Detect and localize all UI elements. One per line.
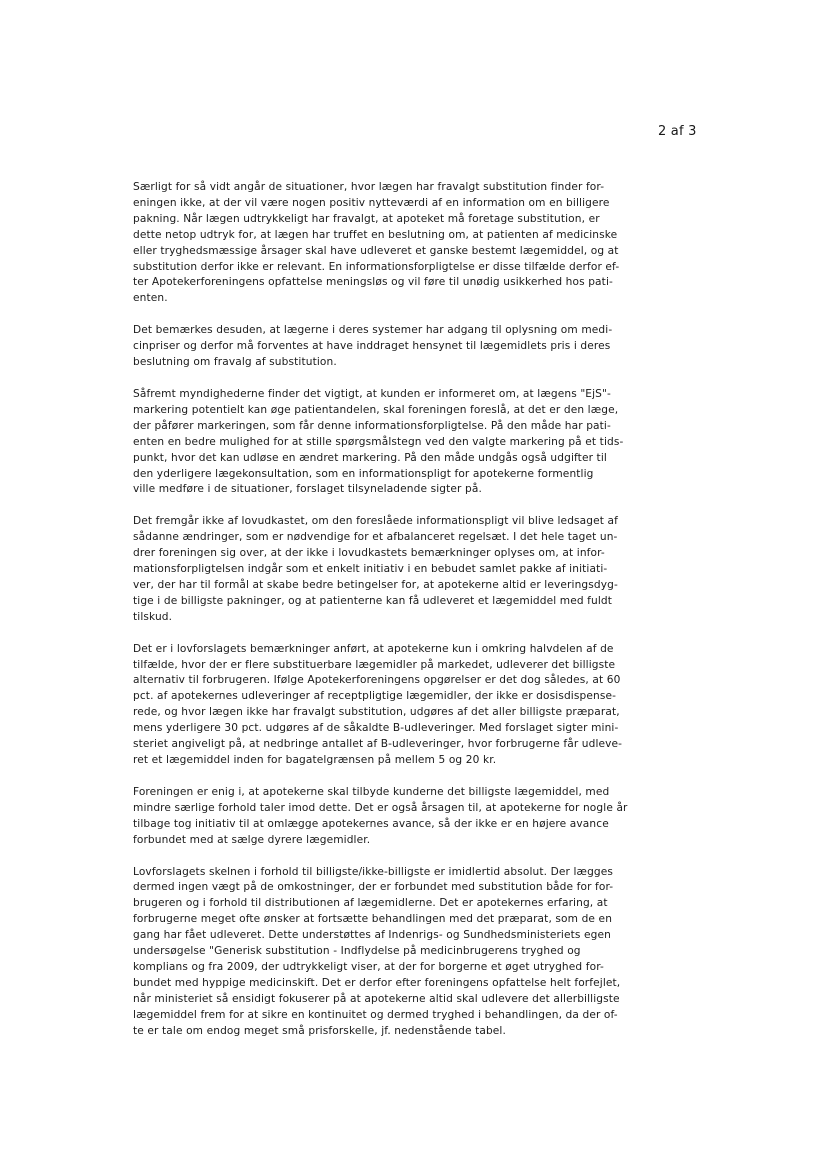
text-line: enten en bedre mulighed for at stille spørgsmålstegn ved den valgte markering på et tids- xyxy=(133,435,624,448)
text-line: Såfremt myndighederne finder det vigtigt, at kunden er informeret om, at lægens "EjS"- xyxy=(133,387,611,400)
text-line: ver, der har til formål at skabe bedre betingelser for, at apotekerne altid er leveringsdyg- xyxy=(133,578,618,591)
text-line: tilskud. xyxy=(133,610,173,623)
text-line: forbrugerne meget ofte ønsker at fortsætte behandlingen med det præparat, som de en xyxy=(133,913,613,926)
paragraph-lovforslagets-bemaerkninger xyxy=(133,642,703,769)
text-line: mindre særlige forhold taler imod dette. Det er også årsagen til, at apotekerne for nogle år xyxy=(133,801,628,814)
text-line: undersøgelse "Generisk substitution - Indflydelse på medicinbrugerens tryghed og xyxy=(133,945,581,958)
text-line: mens yderligere 30 pct. udgøres af de såkaldte B-udleveringer. Med forslaget sigter mini- xyxy=(133,722,619,735)
text-line: gang har fået udleveret. Dette understøttes af Indenrigs- og Sundhedsministeriets egen xyxy=(133,929,611,942)
text-line: når ministeriet så ensidigt fokuserer på at apotekerne altid skal udlevere det allerbilligste xyxy=(133,992,620,1005)
text-line: eningen ikke, at der vil være nogen positiv nytteværdi af en information om en billigere xyxy=(133,196,610,209)
text-line: ret et lægemiddel inden for bagatelgrænsen på mellem 5 og 20 kr. xyxy=(133,754,497,766)
text-line: Det er i lovforslagets bemærkninger anført, at apotekerne kun i omkring halvdelen af de xyxy=(133,642,614,655)
text-line: tige i de billigste pakninger, og at patienterne kan få udleveret et lægemiddel med fuldt xyxy=(133,594,613,607)
text-line: Det fremgår ikke af lovudkastet, om den foreslåede informationspligt vil blive ledsaget af xyxy=(133,515,618,528)
text-line: dermed ingen vægt på de omkostninger, der er forbundet med substitution både for for- xyxy=(133,881,614,894)
text-line: tilfælde, hvor der er flere substituerbare lægemidler på markedet, udleverer det billigste xyxy=(133,658,616,671)
text-line: drer foreningen sig over, at der ikke i lovudkastets bemærkninger oplyses om, at infor- xyxy=(133,547,605,560)
text-line: ter Apotekerforeningens opfattelse meningsløs og vil føre til unødig usikkerhed hos pati- xyxy=(133,276,613,289)
text-line: steriet angiveligt på, at nedbringe antallet af B-udleveringer, hvor forbrugerne får udleve- xyxy=(133,738,623,751)
text-line: rede, og hvor lægen ikke har fravalgt substitution, udgøres af det aller billigste præparat, xyxy=(133,706,620,719)
text-line: den yderligere lægekonsultation, som en informationspligt for apotekerne formentlig xyxy=(133,467,594,480)
text-line: brugeren og i forhold til distributionen af lægemidlerne. Det er apotekernes erfaring, at xyxy=(133,897,608,910)
document-body xyxy=(133,180,703,1040)
text-line: Foreningen er enig i, at apotekerne skal tilbyde kunderne det billigste lægemiddel, med xyxy=(133,785,610,798)
paragraph-billigste-laegemiddel xyxy=(133,785,703,849)
text-line: pakning. Når lægen udtrykkeligt har fravalgt, at apoteket må foretage substitution, er xyxy=(133,212,600,225)
text-line: enten. xyxy=(133,292,168,305)
page-number: 2 af 3 xyxy=(658,124,697,139)
text-line: te er tale om endog meget små prisforskelle, jf. nedenstående tabel. xyxy=(133,1024,506,1037)
text-line: eller tryghedsmæssige årsager skal have udleveret et ganske bestemt lægemiddel, og at xyxy=(133,244,619,257)
text-line: substitution derfor ikke er relevant. En informationsforpligtelse er disse tilfælde derfor ef- xyxy=(133,260,620,273)
text-line: sådanne ændringer, som er nødvendige for et afbalanceret regelsæt. I det hele taget un- xyxy=(133,531,618,544)
text-line: beslutning om fravalg af substitution. xyxy=(133,356,337,369)
text-line: markering potentielt kan øge patientandelen, skal foreningen foreslå, at det er den læge, xyxy=(133,403,619,416)
paragraph-medicinpriser xyxy=(133,323,703,371)
paragraph-substitution-fravalg xyxy=(133,180,703,307)
text-line: lægemiddel frem for at sikre en kontinuitet og dermed tryghed i behandlingen, da der of- xyxy=(133,1008,618,1021)
text-line: dette netop udtryk for, at lægen har truffet en beslutning om, at patienten af medicinske xyxy=(133,228,618,241)
text-line: cinpriser og derfor må forventes at have inddraget hensynet til lægemidlets pris i deres xyxy=(133,340,611,353)
text-line: der påfører markeringen, som får denne informationsforpligtelse. På den måde har pati- xyxy=(133,419,611,432)
paragraph-lovudkastet xyxy=(133,514,703,625)
text-line: Særligt for så vidt angår de situationer, hvor lægen har fravalgt substitution finder for- xyxy=(133,181,605,193)
text-line: bundet med hyppige medicinskift. Det er derfor efter foreningens opfattelse helt forfejlet, xyxy=(133,976,621,989)
text-line: tilbage tog initiativ til at omlægge apotekernes avance, så der ikke er en højere avance xyxy=(133,817,609,830)
text-line: pct. af apotekernes udleveringer af receptpligtige lægemidler, der ikke er dosisdispense- xyxy=(133,690,617,703)
text-line: Lovforslagets skelnen i forhold til billigste/ikke-billigste er imidlertid absolut. Der lægges xyxy=(133,865,614,878)
text-line: mationsforpligtelsen indgår som et enkelt initiativ i en bebudet samlet pakke af initiati- xyxy=(133,563,608,576)
text-line: Det bemærkes desuden, at lægerne i deres systemer har adgang til oplysning om medi- xyxy=(133,324,613,337)
paragraph-ejs-markering xyxy=(133,387,703,498)
text-line: forbundet med at sælge dyrere lægemidler. xyxy=(133,833,371,846)
text-line: alternativ til forbrugeren. Ifølge Apotekerforeningens opgørelser er det dog således, at 60 xyxy=(133,674,621,687)
text-line: komplians og fra 2009, der udtrykkeligt viser, at der for borgerne et øget utryghed for- xyxy=(133,960,604,973)
text-line: punkt, hvor det kan udløse en ændret markering. På den måde undgås også udgifter til xyxy=(133,451,607,464)
text-line: ville medføre i de situationer, forslaget tilsyneladende sigter på. xyxy=(133,483,482,496)
paragraph-skelnen-billigste xyxy=(133,865,703,1040)
